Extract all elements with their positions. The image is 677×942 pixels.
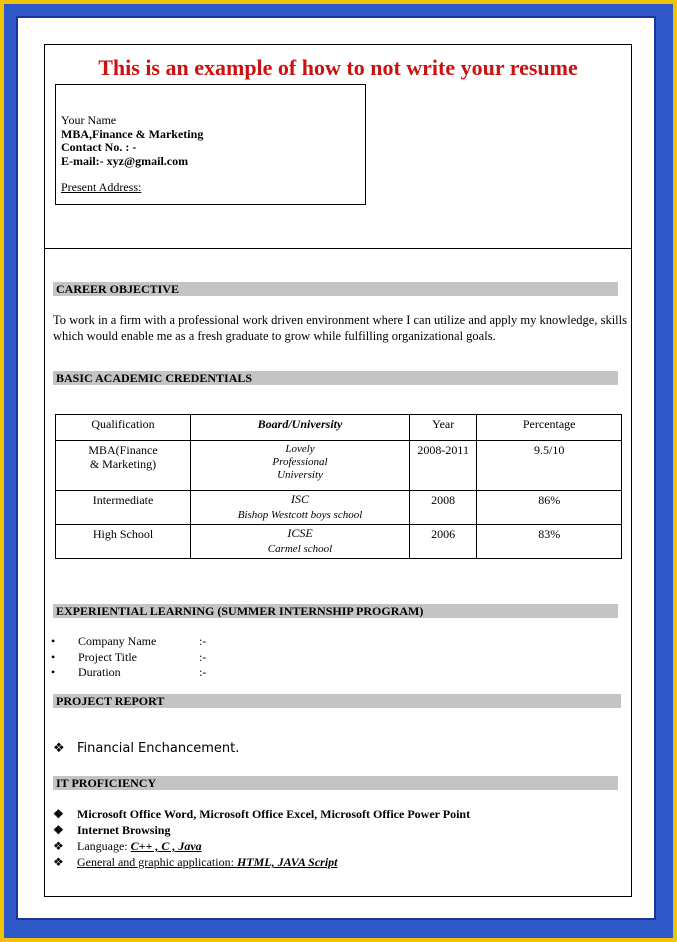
table-row <box>56 441 622 491</box>
project-report-heading: PROJECT REPORT <box>53 694 621 708</box>
list-item: ❖ General and graphic application: HTML, JAVA Script <box>53 855 338 869</box>
col-board: Board/University <box>191 415 410 441</box>
header-divider <box>45 248 631 249</box>
contact-number: Contact No. : - <box>61 140 137 154</box>
list-item: ❖ Financial Enchancement. <box>53 741 240 756</box>
cell-board: Lovely Professional University <box>191 441 410 491</box>
cell-year: 2008 <box>409 491 476 525</box>
col-year: Year <box>409 415 476 441</box>
diamond-icon: ❖ <box>53 807 64 821</box>
table-header-row <box>56 415 622 441</box>
resume-sheet: This is an example of how to not write your resume Your Name MBA,Finance & Marketing Contact No. : - E-mail:- xyz@gmail.com Present Address: CAREER OBJECTIVE To work in a firm with a professional work driven environment where I can utilize and apply my knowledge, skills which would enable me as a fresh graduate to grow while fulfilling organizational goals. BASIC ACADEMIC CREDENTIALS Qualification Board/University Year Percentage MBA(Finance & Marketing) Lovely Professional University 2008-2011 9.5/10 Intermediate ISC Bishop Westcott boys school 2008 86% High School ICSE Carmel school 2006 83% EXPERIENTIAL LEARNING (SUMMER INTERNSHIP PROGRAM) • Company Name :- • Project Title :- • Duration :- PROJECT REPORT ❖ Financial Enchancement. IT PROFICIENCY ❖ Microsoft Office Word, Microsoft Office Excel, Microsoft Office Power Point ❖ Internet Browsing ❖ Language: C++ , C , Java ❖ General and graphic application: HTML, JAVA Script <box>44 44 632 897</box>
page-title: This is an example of how to not write your resume <box>98 55 578 80</box>
career-objective-text: To work in a firm with a professional work driven environment where I can utilize and apply my knowledge, skills which would enable me as a fresh graduate to grow while fulfilling organizational goals. <box>53 313 627 343</box>
list-item: ❖ Microsoft Office Word, Microsoft Office Excel, Microsoft Office Power Point <box>53 807 471 821</box>
col-qualification: Qualification <box>56 415 191 441</box>
cell-year: 2006 <box>409 525 476 559</box>
bullet-icon: • <box>51 634 56 648</box>
bullet-icon: • <box>51 665 56 679</box>
internship-heading: EXPERIENTIAL LEARNING (SUMMER INTERNSHIP PROGRAM) <box>53 604 618 618</box>
cell-percentage: 9.5/10 <box>477 441 622 491</box>
diamond-icon: ❖ <box>53 855 64 869</box>
table-row <box>56 525 622 559</box>
cell-percentage: 86% <box>477 491 622 525</box>
col-percentage: Percentage <box>477 415 622 441</box>
bullet-icon: • <box>51 650 56 664</box>
cell-qualification: MBA(Finance & Marketing) <box>56 441 191 491</box>
contact-degree: MBA,Finance & Marketing <box>61 127 204 141</box>
cell-percentage: 83% <box>477 525 622 559</box>
cell-year: 2008-2011 <box>409 441 476 491</box>
cell-qualification: High School <box>56 525 191 559</box>
contact-box <box>55 84 366 205</box>
cell-board: ISC Bishop Westcott boys school <box>191 491 410 525</box>
cell-board: ICSE Carmel school <box>191 525 410 559</box>
academic-heading: BASIC ACADEMIC CREDENTIALS <box>53 371 618 385</box>
diamond-icon: ❖ <box>53 823 64 837</box>
diamond-icon: ❖ <box>53 839 64 853</box>
list-item: ❖ Language: C++ , C , Java <box>53 839 202 853</box>
it-proficiency-heading: IT PROFICIENCY <box>53 776 618 790</box>
contact-email: E-mail:- xyz@gmail.com <box>61 154 189 168</box>
career-objective-heading: CAREER OBJECTIVE <box>53 282 618 296</box>
contact-name: Your Name <box>61 113 117 127</box>
academic-table <box>55 414 622 559</box>
list-item: ❖ Internet Browsing <box>53 823 171 837</box>
cell-qualification: Intermediate <box>56 491 191 525</box>
contact-address: Present Address: <box>61 180 142 194</box>
table-row <box>56 491 622 525</box>
diamond-icon: ❖ <box>53 741 65 756</box>
